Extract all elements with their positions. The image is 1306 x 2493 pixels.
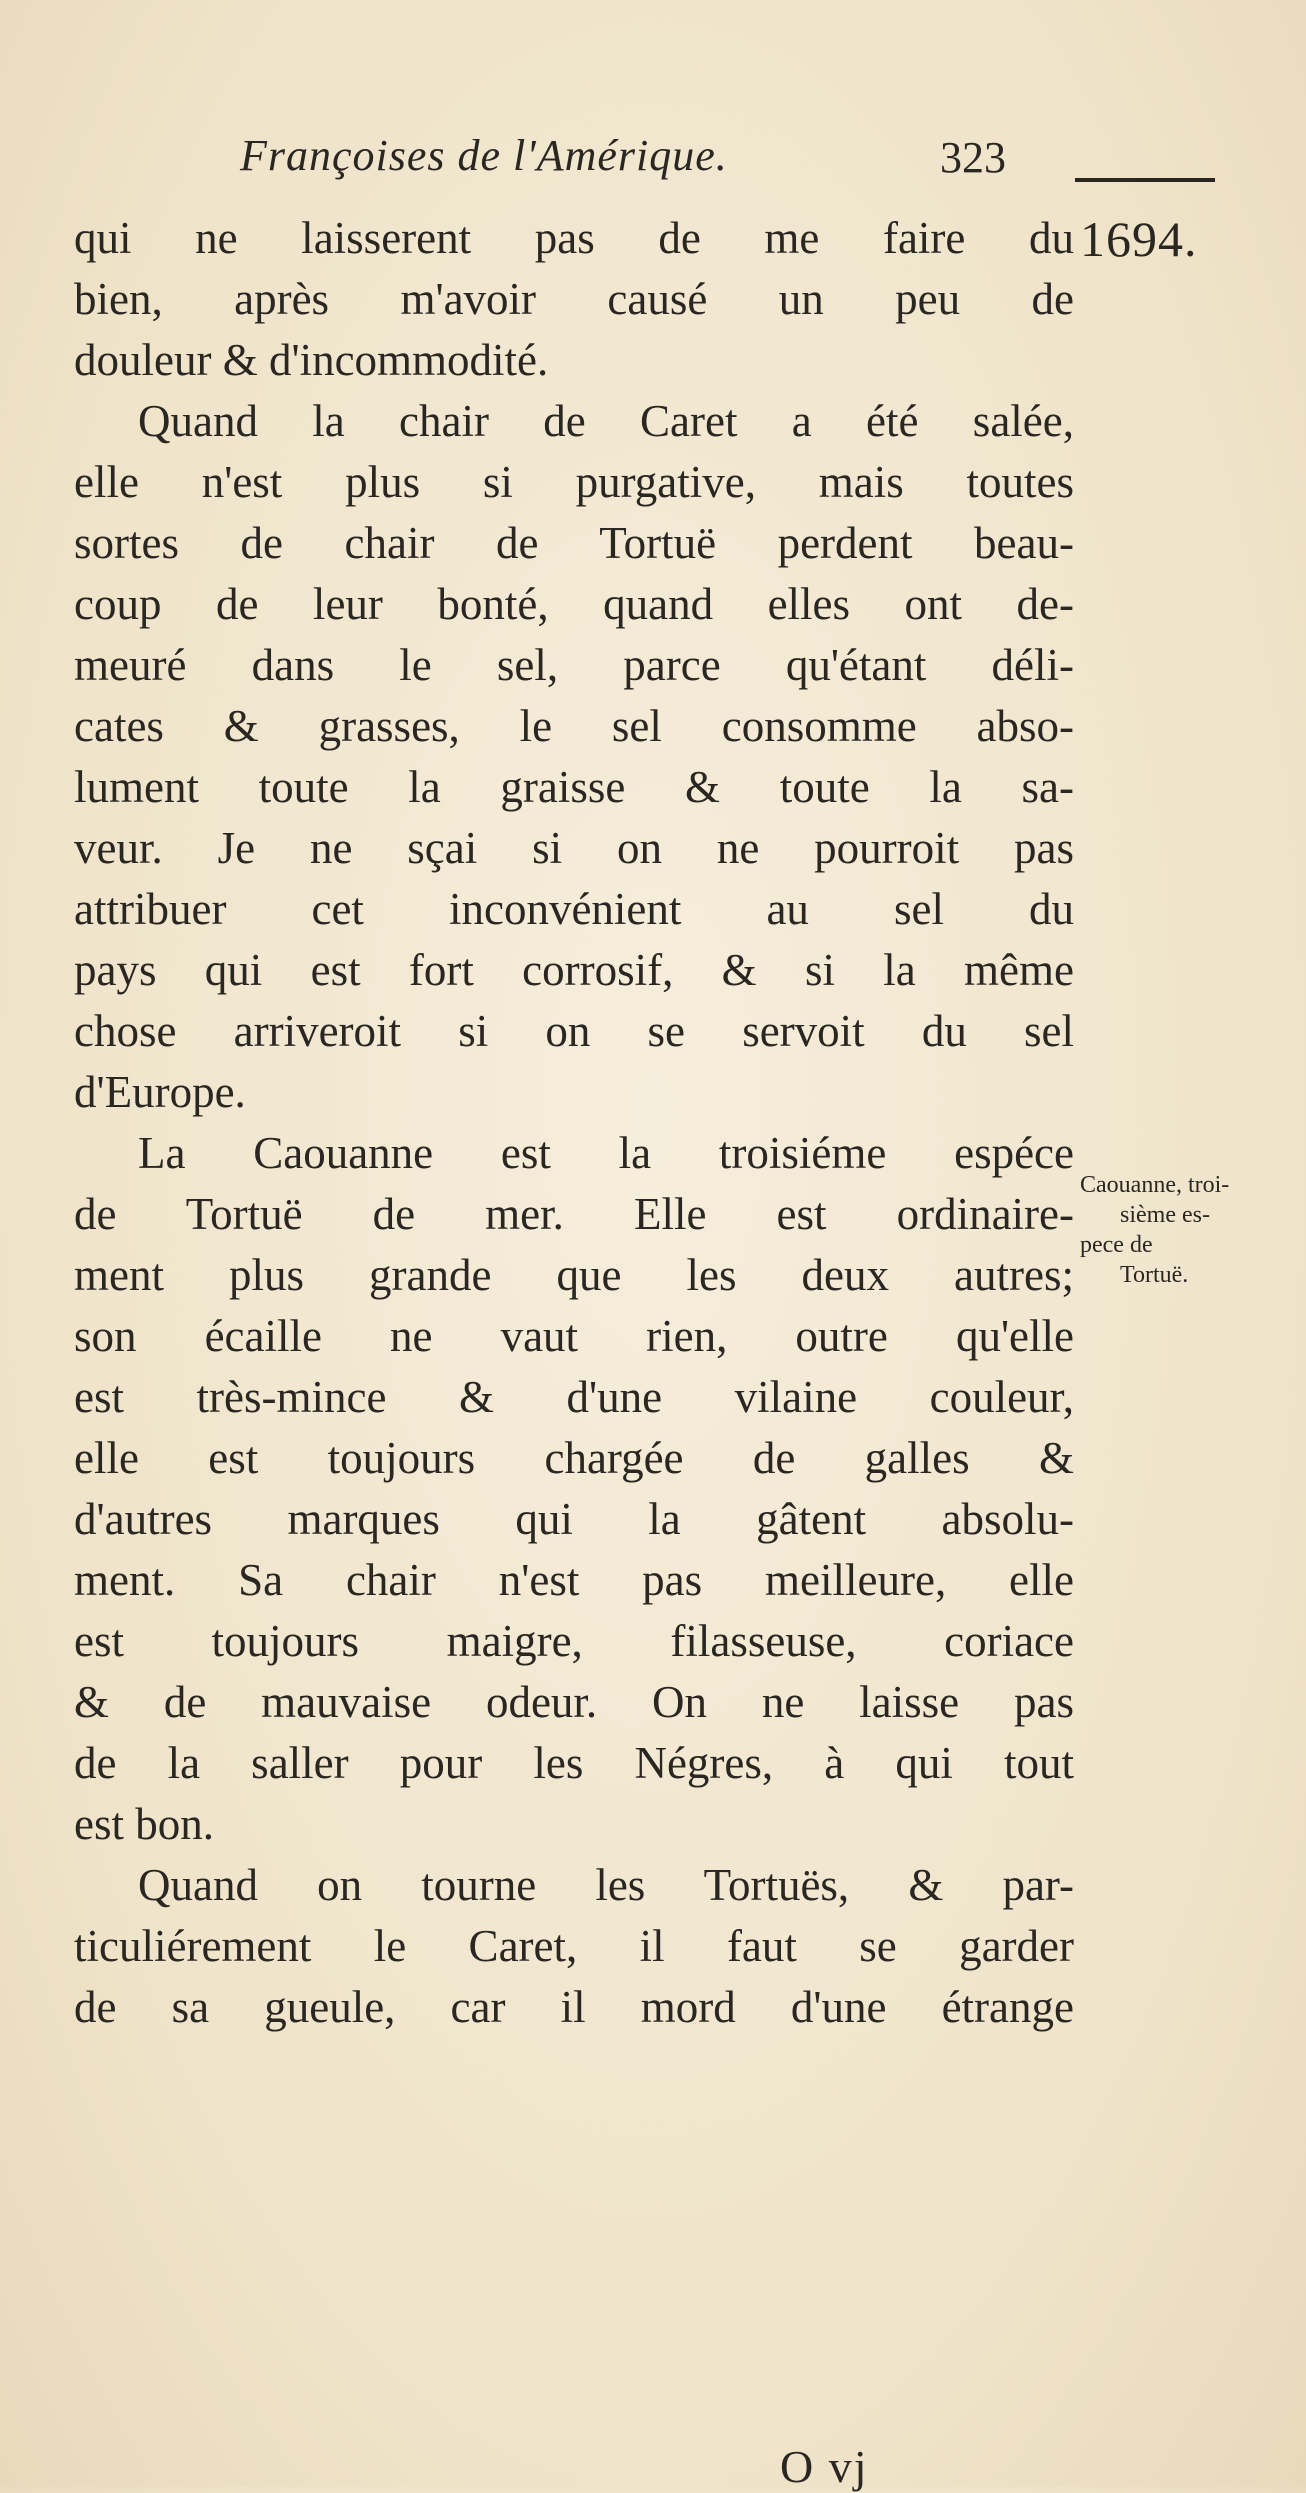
- text-line: coup de leur bonté, quand elles ont de-: [74, 579, 1074, 629]
- text-line: sortes de chair de Tortuë perdent beau-: [74, 518, 1074, 568]
- text-line: ment. Sa chair n'est pas meilleure, elle: [74, 1555, 1074, 1605]
- text-line: d'Europe.: [74, 1067, 246, 1117]
- text-line: elle est toujours chargée de galles &: [74, 1433, 1074, 1483]
- body-text: [74, 208, 1074, 2038]
- margin-note-line: sième es-: [1120, 1202, 1210, 1228]
- text-line: de sa gueule, car il mord d'une étrange: [74, 1982, 1074, 2032]
- text-line: son écaille ne vaut rien, outre qu'elle: [74, 1311, 1074, 1361]
- text-line: est toujours maigre, filasseuse, coriace: [74, 1616, 1074, 1666]
- text-line: elle n'est plus si purgative, mais toutes: [74, 457, 1074, 507]
- margin-year: 1694.: [1080, 211, 1198, 267]
- margin-note: [1080, 1170, 1280, 1290]
- text-line: douleur & d'incommodité.: [74, 335, 549, 385]
- margin-note-line: Tortuë.: [1120, 1262, 1189, 1288]
- running-title: Françoises de l'Amérique.: [240, 131, 728, 180]
- text-line: ment plus grande que les deux autres;: [74, 1250, 1074, 1300]
- text-line: est très-mince & d'une vilaine couleur,: [74, 1372, 1074, 1422]
- text-line: chose arriveroit si on se servoit du sel: [74, 1006, 1074, 1056]
- text-line: & de mauvaise odeur. On ne laisse pas: [74, 1677, 1074, 1727]
- text-line: bien, après m'avoir causé un peu de: [74, 274, 1074, 324]
- page-number: 323: [940, 133, 1006, 182]
- text-line: pays qui est fort corrosif, & si la même: [74, 945, 1074, 995]
- text-line: La Caouanne est la troisiéme espéce: [138, 1128, 1074, 1178]
- text-line: ticuliérement le Caret, il faut se garder: [74, 1921, 1074, 1971]
- text-line: attribuer cet inconvénient au sel du: [74, 884, 1074, 934]
- text-line: de la saller pour les Négres, à qui tout: [74, 1738, 1074, 1788]
- text-line: veur. Je ne sçai si on ne pourroit pas: [74, 823, 1074, 873]
- margin-rule: [1075, 178, 1215, 182]
- margin-note-line: Caouanne, troi-: [1080, 1172, 1230, 1198]
- text-line: cates & grasses, le sel consomme abso-: [74, 701, 1074, 751]
- text-line: d'autres marques qui la gâtent absolu-: [74, 1494, 1074, 1544]
- text-line: Quand on tourne les Tortuës, & par-: [138, 1860, 1074, 1910]
- text-line: meuré dans le sel, parce qu'étant déli-: [74, 640, 1074, 690]
- running-head: [240, 130, 1006, 190]
- signature-mark: O vj: [780, 2441, 869, 2492]
- text-line: de Tortuë de mer. Elle est ordinaire-: [74, 1189, 1074, 1239]
- text-line: qui ne laisserent pas de me faire du: [74, 213, 1074, 263]
- text-line: Quand la chair de Caret a été salée,: [138, 396, 1074, 446]
- text-line: lument toute la graisse & toute la sa-: [74, 762, 1074, 812]
- text-line: est bon.: [74, 1799, 214, 1849]
- margin-note-line: pece de: [1080, 1232, 1153, 1258]
